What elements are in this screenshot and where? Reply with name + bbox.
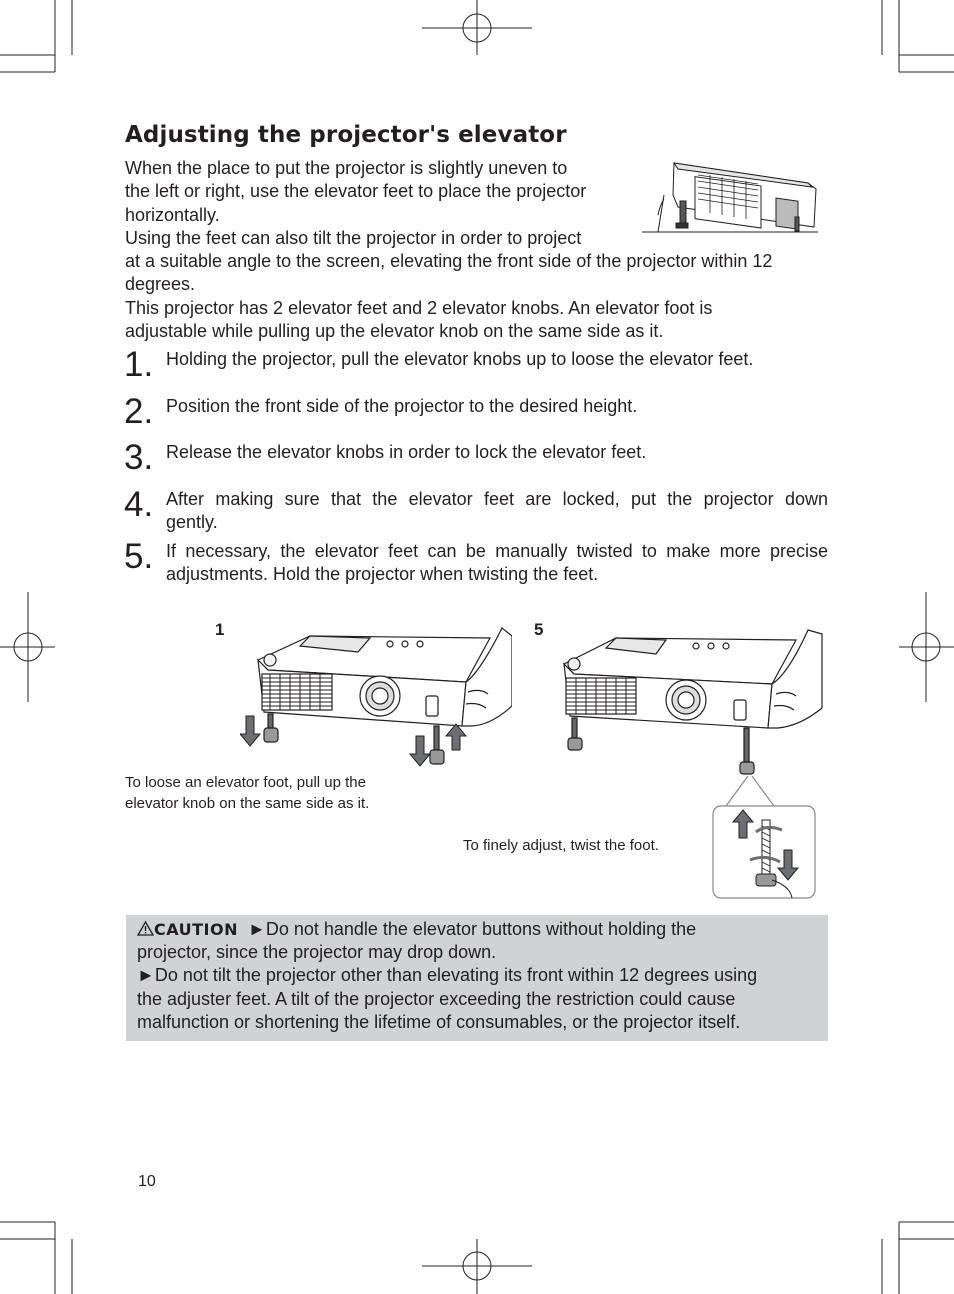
step-line: Position the front side of the projector to the desired height. [166, 396, 638, 416]
step-number: 1. [124, 345, 154, 384]
caption-line: To loose an elevator foot, pull up the [125, 774, 366, 791]
intro-line: adjustable while pulling up the elevator knob on the same side as it. [125, 321, 664, 342]
intro-line: Using the feet can also tilt the projector in order to project [125, 227, 582, 248]
caution-line-1 [137, 918, 827, 941]
caution-box [126, 915, 828, 1041]
step-number: 5. [124, 537, 154, 576]
caution-line: ►Do not tilt the projector other than elevating its front within 12 degrees using [137, 965, 758, 986]
figure-label-step-1: 1 [215, 620, 225, 639]
step-line: Holding the projector, pull the elevator knobs up to loose the elevator feet. [166, 349, 754, 369]
intro-line: degrees. [125, 274, 196, 295]
projector-twist-foot-illustration [556, 622, 828, 782]
step-text [166, 395, 828, 418]
step-line: After making sure that the elevator feet are locked, put the projector down [166, 489, 828, 509]
page-number: 10 [138, 1173, 156, 1190]
warning-triangle-icon [137, 921, 154, 936]
step-text [166, 348, 828, 371]
intro-line: the left or right, use the elevator feet to place the projector [125, 181, 587, 202]
step-number: 2. [124, 392, 154, 431]
step-line: adjustments. Hold the projector when twisting the feet. [166, 564, 599, 584]
step-line: gently. [166, 512, 218, 532]
caution-line: the adjuster feet. A tilt of the projector exceeding the restriction could cause [137, 988, 736, 1009]
step-line: If necessary, the elevator feet can be manually twisted to make more precise [166, 541, 828, 561]
step-text [166, 441, 828, 464]
step-text [166, 488, 828, 511]
caution-text [137, 918, 827, 1034]
intro-line: at a suitable angle to the screen, elevating the front side of the projector within 12 [125, 251, 773, 272]
step-number: 3. [124, 438, 154, 477]
step-text-cont [166, 511, 828, 534]
twist-foot-detail-callout [710, 768, 820, 902]
caption-pull-knob [125, 772, 369, 814]
step-line: Release the elevator knobs in order to lock the elevator feet. [166, 442, 647, 462]
caption-line: elevator knob on the same side as it. [125, 795, 370, 812]
projector-pull-knob-illustration [240, 622, 512, 770]
tilted-projector-illustration [640, 155, 820, 237]
step-text-cont [166, 563, 828, 586]
caption-twist-foot: To finely adjust, twist the foot. [463, 837, 659, 854]
figure-label-step-5: 5 [534, 620, 544, 639]
step-number: 4. [124, 485, 154, 524]
caution-line: malfunction or shortening the lifetime of consumables, or the projector itself. [137, 1011, 741, 1032]
page-title: Adjusting the projector's elevator [125, 122, 567, 148]
intro-line: This projector has 2 elevator feet and 2 elevator knobs. An elevator foot is [125, 297, 713, 318]
caution-label: CAUTION [154, 920, 238, 939]
intro-line: horizontally. [125, 204, 220, 225]
intro-line: When the place to put the projector is slightly uneven to [125, 158, 568, 178]
caution-line: projector, since the projector may drop down. [137, 942, 497, 963]
step-text [166, 540, 828, 563]
caution-line: ►Do not handle the elevator buttons without holding the [248, 919, 697, 939]
